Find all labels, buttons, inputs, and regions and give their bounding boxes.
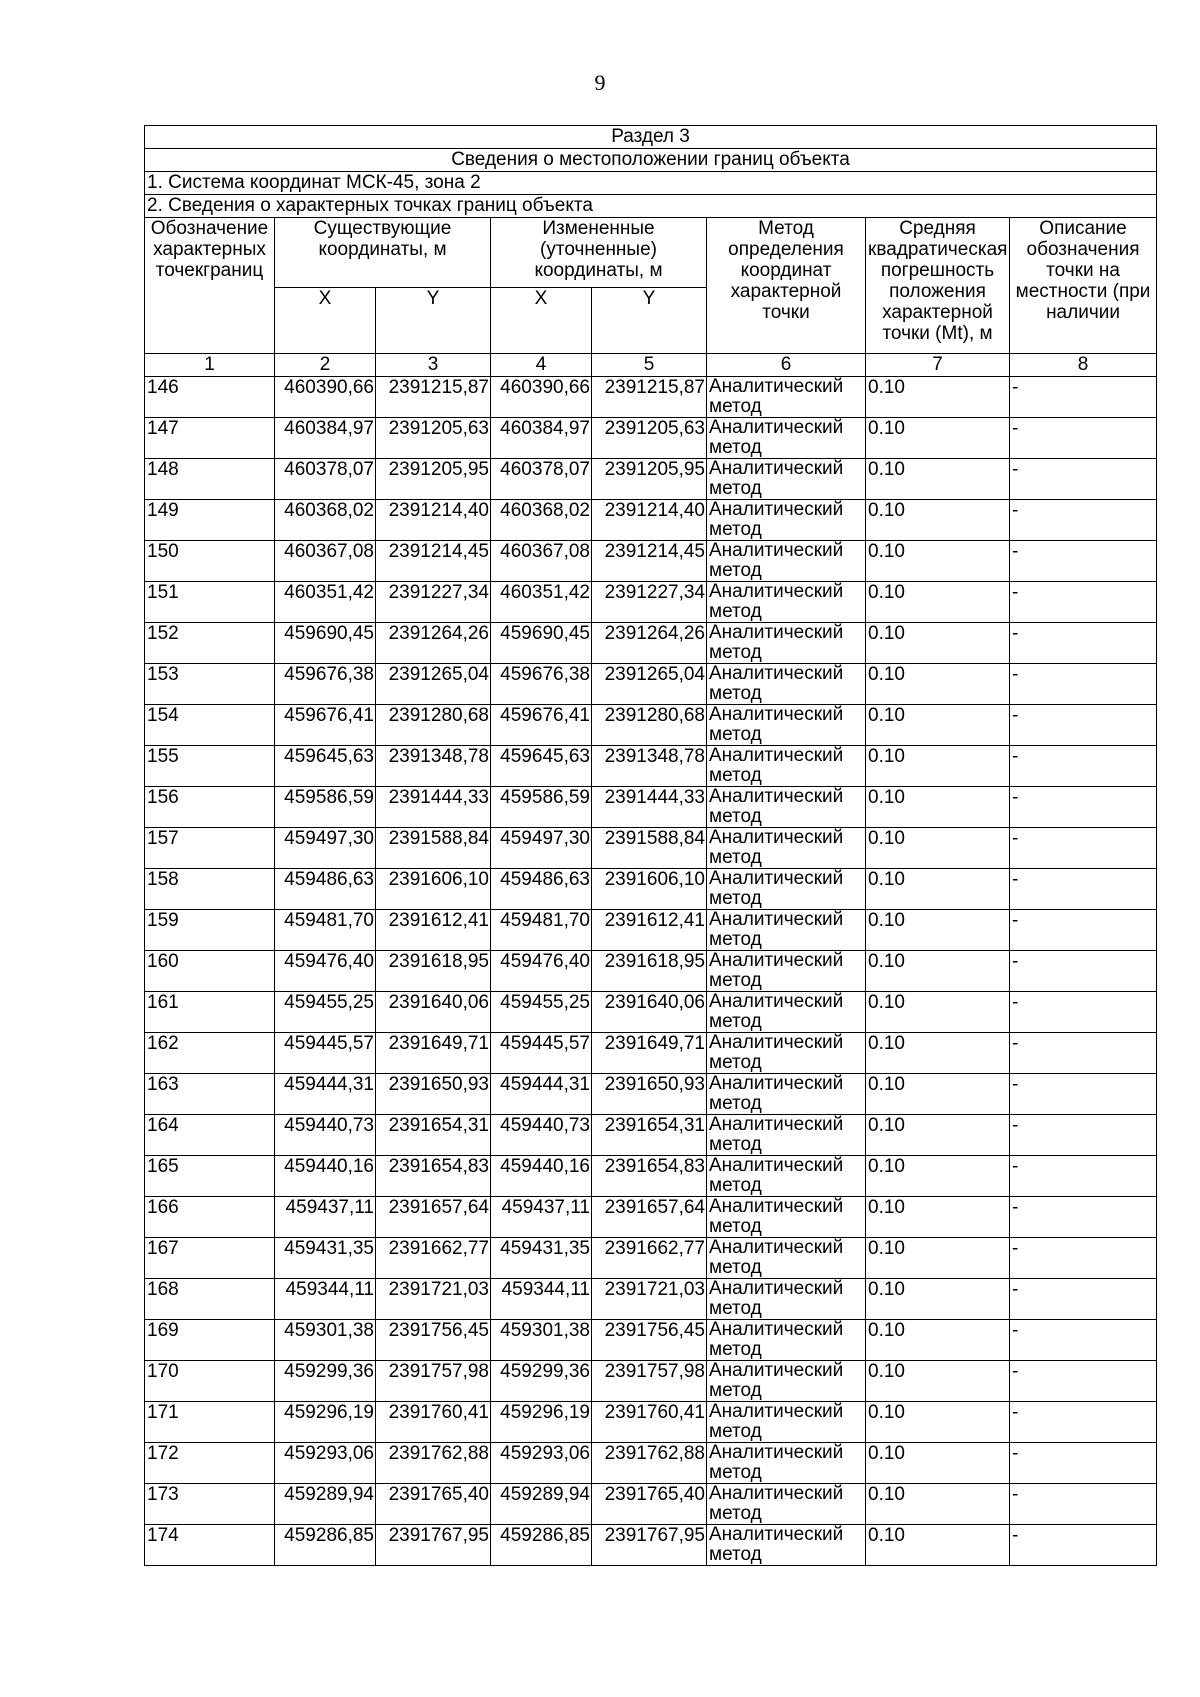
table-row — [145, 459, 1157, 500]
method: Аналитический метод — [707, 1074, 866, 1115]
changed-x: 459301,38 — [491, 1320, 592, 1361]
existing-x: 459645,63 — [275, 746, 376, 787]
description: - — [1010, 1074, 1157, 1115]
existing-y: 2391640,06 — [376, 992, 491, 1033]
changed-y: 2391767,95 — [592, 1525, 707, 1566]
description: - — [1010, 664, 1157, 705]
table-row — [145, 869, 1157, 910]
header-description: Описание обозначения точки на местности (при наличии — [1010, 218, 1157, 354]
description: - — [1010, 541, 1157, 582]
point-id: 150 — [145, 541, 275, 582]
changed-x: 460351,42 — [491, 582, 592, 623]
changed-y: 2391618,95 — [592, 951, 707, 992]
mt-value: 0.10 — [866, 377, 1010, 418]
existing-y: 2391618,95 — [376, 951, 491, 992]
table-row — [145, 1238, 1157, 1279]
table-row — [145, 746, 1157, 787]
table-row — [145, 1484, 1157, 1525]
mt-value: 0.10 — [866, 869, 1010, 910]
existing-x: 459440,73 — [275, 1115, 376, 1156]
mt-value: 0.10 — [866, 1320, 1010, 1361]
changed-y: 2391657,64 — [592, 1197, 707, 1238]
mt-value: 0.10 — [866, 582, 1010, 623]
point-id: 165 — [145, 1156, 275, 1197]
method: Аналитический метод — [707, 1402, 866, 1443]
point-id: 151 — [145, 582, 275, 623]
method: Аналитический метод — [707, 910, 866, 951]
existing-y: 2391650,93 — [376, 1074, 491, 1115]
changed-x: 459497,30 — [491, 828, 592, 869]
mt-value: 0.10 — [866, 1279, 1010, 1320]
table-row — [145, 1525, 1157, 1566]
point-id: 167 — [145, 1238, 275, 1279]
existing-x: 460390,66 — [275, 377, 376, 418]
existing-y: 2391588,84 — [376, 828, 491, 869]
existing-y: 2391654,83 — [376, 1156, 491, 1197]
mt-value: 0.10 — [866, 787, 1010, 828]
existing-x: 459455,25 — [275, 992, 376, 1033]
header-point-id: Обозначение характерных точекграниц — [145, 218, 275, 354]
existing-y: 2391265,04 — [376, 664, 491, 705]
point-id: 152 — [145, 623, 275, 664]
changed-y: 2391280,68 — [592, 705, 707, 746]
description: - — [1010, 1361, 1157, 1402]
description: - — [1010, 869, 1157, 910]
coordinates-table — [144, 125, 1157, 1566]
existing-x: 459486,63 — [275, 869, 376, 910]
existing-x: 459445,57 — [275, 1033, 376, 1074]
existing-y: 2391214,40 — [376, 500, 491, 541]
description: - — [1010, 1402, 1157, 1443]
existing-x: 459296,19 — [275, 1402, 376, 1443]
existing-y: 2391756,45 — [376, 1320, 491, 1361]
table-row — [145, 500, 1157, 541]
mt-value: 0.10 — [866, 418, 1010, 459]
existing-y: 2391264,26 — [376, 623, 491, 664]
mt-value: 0.10 — [866, 1402, 1010, 1443]
changed-x: 459296,19 — [491, 1402, 592, 1443]
changed-x: 460384,97 — [491, 418, 592, 459]
existing-x: 459690,45 — [275, 623, 376, 664]
mt-value: 0.10 — [866, 910, 1010, 951]
table-row — [145, 1443, 1157, 1484]
table-row — [145, 582, 1157, 623]
existing-x: 459299,36 — [275, 1361, 376, 1402]
existing-x: 459440,16 — [275, 1156, 376, 1197]
point-id: 172 — [145, 1443, 275, 1484]
existing-y: 2391612,41 — [376, 910, 491, 951]
section-subtitle: Сведения о местоположении границ объекта — [145, 149, 1157, 172]
changed-x: 459293,06 — [491, 1443, 592, 1484]
existing-x: 460368,02 — [275, 500, 376, 541]
existing-y: 2391215,87 — [376, 377, 491, 418]
changed-y: 2391765,40 — [592, 1484, 707, 1525]
changed-x: 459476,40 — [491, 951, 592, 992]
point-id: 146 — [145, 377, 275, 418]
existing-x: 459444,31 — [275, 1074, 376, 1115]
description: - — [1010, 746, 1157, 787]
point-id: 155 — [145, 746, 275, 787]
method: Аналитический метод — [707, 418, 866, 459]
existing-y: 2391606,10 — [376, 869, 491, 910]
mt-value: 0.10 — [866, 459, 1010, 500]
method: Аналитический метод — [707, 1156, 866, 1197]
changed-x: 459690,45 — [491, 623, 592, 664]
method: Аналитический метод — [707, 1484, 866, 1525]
existing-x: 459676,41 — [275, 705, 376, 746]
table-row — [145, 1361, 1157, 1402]
point-id: 147 — [145, 418, 275, 459]
point-id: 164 — [145, 1115, 275, 1156]
changed-x: 460390,66 — [491, 377, 592, 418]
existing-x: 459481,70 — [275, 910, 376, 951]
header-y-changed: Y — [592, 288, 707, 354]
table-row — [145, 910, 1157, 951]
existing-y: 2391654,31 — [376, 1115, 491, 1156]
column-number: 6 — [707, 354, 866, 377]
point-id: 169 — [145, 1320, 275, 1361]
changed-y: 2391444,33 — [592, 787, 707, 828]
changed-y: 2391650,93 — [592, 1074, 707, 1115]
method: Аналитический метод — [707, 787, 866, 828]
changed-x: 460368,02 — [491, 500, 592, 541]
column-number: 5 — [592, 354, 707, 377]
mt-value: 0.10 — [866, 746, 1010, 787]
changed-x: 460378,07 — [491, 459, 592, 500]
description: - — [1010, 951, 1157, 992]
method: Аналитический метод — [707, 500, 866, 541]
column-number: 4 — [491, 354, 592, 377]
description: - — [1010, 828, 1157, 869]
description: - — [1010, 623, 1157, 664]
existing-y: 2391765,40 — [376, 1484, 491, 1525]
changed-y: 2391606,10 — [592, 869, 707, 910]
section-title: Раздел 3 — [145, 126, 1157, 149]
changed-x: 459299,36 — [491, 1361, 592, 1402]
existing-x: 459431,35 — [275, 1238, 376, 1279]
existing-x: 459344,11 — [275, 1279, 376, 1320]
mt-value: 0.10 — [866, 1443, 1010, 1484]
table-row — [145, 1033, 1157, 1074]
method: Аналитический метод — [707, 705, 866, 746]
column-number: 2 — [275, 354, 376, 377]
table-row — [145, 951, 1157, 992]
point-id: 163 — [145, 1074, 275, 1115]
changed-y: 2391214,45 — [592, 541, 707, 582]
existing-x: 459286,85 — [275, 1525, 376, 1566]
mt-value: 0.10 — [866, 664, 1010, 705]
existing-x: 460367,08 — [275, 541, 376, 582]
table-row — [145, 1197, 1157, 1238]
changed-x: 459481,70 — [491, 910, 592, 951]
changed-y: 2391264,26 — [592, 623, 707, 664]
table-row — [145, 1402, 1157, 1443]
method: Аналитический метод — [707, 541, 866, 582]
changed-x: 459286,85 — [491, 1525, 592, 1566]
method: Аналитический метод — [707, 951, 866, 992]
existing-y: 2391280,68 — [376, 705, 491, 746]
description: - — [1010, 1115, 1157, 1156]
header-x-changed: X — [491, 288, 592, 354]
mt-value: 0.10 — [866, 1197, 1010, 1238]
changed-x: 459437,11 — [491, 1197, 592, 1238]
changed-x: 459344,11 — [491, 1279, 592, 1320]
mt-value: 0.10 — [866, 1074, 1010, 1115]
existing-y: 2391205,63 — [376, 418, 491, 459]
changed-x: 459455,25 — [491, 992, 592, 1033]
table-row — [145, 828, 1157, 869]
changed-y: 2391214,40 — [592, 500, 707, 541]
method: Аналитический метод — [707, 1238, 866, 1279]
page-number: 9 — [594, 70, 606, 95]
column-number: 7 — [866, 354, 1010, 377]
changed-y: 2391649,71 — [592, 1033, 707, 1074]
description: - — [1010, 787, 1157, 828]
existing-y: 2391721,03 — [376, 1279, 491, 1320]
existing-y: 2391214,45 — [376, 541, 491, 582]
description: - — [1010, 1443, 1157, 1484]
point-id: 159 — [145, 910, 275, 951]
mt-value: 0.10 — [866, 1156, 1010, 1197]
method: Аналитический метод — [707, 623, 866, 664]
changed-y: 2391654,83 — [592, 1156, 707, 1197]
changed-y: 2391662,77 — [592, 1238, 707, 1279]
point-id: 168 — [145, 1279, 275, 1320]
table-row — [145, 1320, 1157, 1361]
changed-x: 459586,59 — [491, 787, 592, 828]
changed-y: 2391757,98 — [592, 1361, 707, 1402]
method: Аналитический метод — [707, 828, 866, 869]
description: - — [1010, 1320, 1157, 1361]
point-id: 158 — [145, 869, 275, 910]
changed-y: 2391756,45 — [592, 1320, 707, 1361]
method: Аналитический метод — [707, 746, 866, 787]
table-row — [145, 1156, 1157, 1197]
existing-y: 2391762,88 — [376, 1443, 491, 1484]
existing-y: 2391662,77 — [376, 1238, 491, 1279]
table-row — [145, 623, 1157, 664]
changed-y: 2391612,41 — [592, 910, 707, 951]
changed-x: 459445,57 — [491, 1033, 592, 1074]
point-id: 148 — [145, 459, 275, 500]
mt-value: 0.10 — [866, 1033, 1010, 1074]
changed-x: 459444,31 — [491, 1074, 592, 1115]
description: - — [1010, 1156, 1157, 1197]
method: Аналитический метод — [707, 1115, 866, 1156]
table-row — [145, 992, 1157, 1033]
existing-x: 459293,06 — [275, 1443, 376, 1484]
changed-y: 2391721,03 — [592, 1279, 707, 1320]
changed-x: 459440,16 — [491, 1156, 592, 1197]
header-existing-coords: Существующие координаты, м — [275, 218, 491, 288]
mt-value: 0.10 — [866, 992, 1010, 1033]
mt-value: 0.10 — [866, 1361, 1010, 1402]
table-row — [145, 705, 1157, 746]
existing-x: 459289,94 — [275, 1484, 376, 1525]
description: - — [1010, 500, 1157, 541]
existing-x: 459676,38 — [275, 664, 376, 705]
method: Аналитический метод — [707, 664, 866, 705]
point-id: 166 — [145, 1197, 275, 1238]
column-number: 1 — [145, 354, 275, 377]
method: Аналитический метод — [707, 869, 866, 910]
method: Аналитический метод — [707, 1033, 866, 1074]
existing-x: 459586,59 — [275, 787, 376, 828]
method: Аналитический метод — [707, 1279, 866, 1320]
mt-value: 0.10 — [866, 1525, 1010, 1566]
table-row — [145, 541, 1157, 582]
point-id: 171 — [145, 1402, 275, 1443]
existing-x: 459476,40 — [275, 951, 376, 992]
table-row — [145, 418, 1157, 459]
points-title: 2. Сведения о характерных точках границ объекта — [145, 195, 1157, 218]
existing-y: 2391657,64 — [376, 1197, 491, 1238]
changed-x: 460367,08 — [491, 541, 592, 582]
method: Аналитический метод — [707, 582, 866, 623]
method: Аналитический метод — [707, 1197, 866, 1238]
description: - — [1010, 1033, 1157, 1074]
column-number: 3 — [376, 354, 491, 377]
method: Аналитический метод — [707, 459, 866, 500]
existing-y: 2391205,95 — [376, 459, 491, 500]
table-row — [145, 1115, 1157, 1156]
mt-value: 0.10 — [866, 1484, 1010, 1525]
header-changed-coords: Измененные (уточненные) координаты, м — [491, 218, 707, 288]
changed-y: 2391760,41 — [592, 1402, 707, 1443]
point-id: 162 — [145, 1033, 275, 1074]
column-number: 8 — [1010, 354, 1157, 377]
existing-x: 459301,38 — [275, 1320, 376, 1361]
description: - — [1010, 1197, 1157, 1238]
method: Аналитический метод — [707, 1320, 866, 1361]
point-id: 149 — [145, 500, 275, 541]
mt-value: 0.10 — [866, 828, 1010, 869]
mt-value: 0.10 — [866, 705, 1010, 746]
description: - — [1010, 1238, 1157, 1279]
point-id: 156 — [145, 787, 275, 828]
table-row — [145, 787, 1157, 828]
existing-x: 459497,30 — [275, 828, 376, 869]
description: - — [1010, 910, 1157, 951]
point-id: 154 — [145, 705, 275, 746]
point-id: 170 — [145, 1361, 275, 1402]
description: - — [1010, 582, 1157, 623]
header-y-existing: Y — [376, 288, 491, 354]
header-x-existing: X — [275, 288, 376, 354]
existing-y: 2391649,71 — [376, 1033, 491, 1074]
changed-x: 459289,94 — [491, 1484, 592, 1525]
table-row — [145, 664, 1157, 705]
description: - — [1010, 418, 1157, 459]
existing-y: 2391227,34 — [376, 582, 491, 623]
existing-y: 2391348,78 — [376, 746, 491, 787]
description: - — [1010, 1279, 1157, 1320]
column-number-row — [145, 354, 1157, 377]
changed-x: 459440,73 — [491, 1115, 592, 1156]
mt-value: 0.10 — [866, 1115, 1010, 1156]
mt-value: 0.10 — [866, 951, 1010, 992]
coord-system: 1. Система координат МСК-45, зона 2 — [145, 172, 1157, 195]
method: Аналитический метод — [707, 1361, 866, 1402]
changed-y: 2391348,78 — [592, 746, 707, 787]
changed-x: 459676,41 — [491, 705, 592, 746]
existing-x: 460351,42 — [275, 582, 376, 623]
mt-value: 0.10 — [866, 500, 1010, 541]
method: Аналитический метод — [707, 992, 866, 1033]
table-row — [145, 1074, 1157, 1115]
table-row — [145, 377, 1157, 418]
existing-x: 459437,11 — [275, 1197, 376, 1238]
method: Аналитический метод — [707, 1443, 866, 1484]
changed-y: 2391215,87 — [592, 377, 707, 418]
existing-x: 460384,97 — [275, 418, 376, 459]
description: - — [1010, 377, 1157, 418]
changed-y: 2391227,34 — [592, 582, 707, 623]
changed-y: 2391640,06 — [592, 992, 707, 1033]
point-id: 157 — [145, 828, 275, 869]
description: - — [1010, 459, 1157, 500]
existing-y: 2391757,98 — [376, 1361, 491, 1402]
description: - — [1010, 705, 1157, 746]
changed-y: 2391205,63 — [592, 418, 707, 459]
mt-value: 0.10 — [866, 1238, 1010, 1279]
changed-x: 459431,35 — [491, 1238, 592, 1279]
existing-y: 2391444,33 — [376, 787, 491, 828]
table-row — [145, 1279, 1157, 1320]
changed-x: 459645,63 — [491, 746, 592, 787]
point-id: 174 — [145, 1525, 275, 1566]
changed-x: 459486,63 — [491, 869, 592, 910]
description: - — [1010, 992, 1157, 1033]
changed-y: 2391654,31 — [592, 1115, 707, 1156]
changed-y: 2391762,88 — [592, 1443, 707, 1484]
description: - — [1010, 1525, 1157, 1566]
existing-y: 2391760,41 — [376, 1402, 491, 1443]
method: Аналитический метод — [707, 1525, 866, 1566]
method: Аналитический метод — [707, 377, 866, 418]
header-mt: Средняя квадратическая погрешность положения характерной точки (Mt), м — [866, 218, 1010, 354]
point-id: 173 — [145, 1484, 275, 1525]
changed-y: 2391265,04 — [592, 664, 707, 705]
changed-y: 2391205,95 — [592, 459, 707, 500]
point-id: 153 — [145, 664, 275, 705]
point-id: 160 — [145, 951, 275, 992]
point-id: 161 — [145, 992, 275, 1033]
existing-y: 2391767,95 — [376, 1525, 491, 1566]
mt-value: 0.10 — [866, 541, 1010, 582]
existing-x: 460378,07 — [275, 459, 376, 500]
changed-x: 459676,38 — [491, 664, 592, 705]
changed-y: 2391588,84 — [592, 828, 707, 869]
description: - — [1010, 1484, 1157, 1525]
mt-value: 0.10 — [866, 623, 1010, 664]
header-method: Метод определения координат характерной точки — [707, 218, 866, 354]
